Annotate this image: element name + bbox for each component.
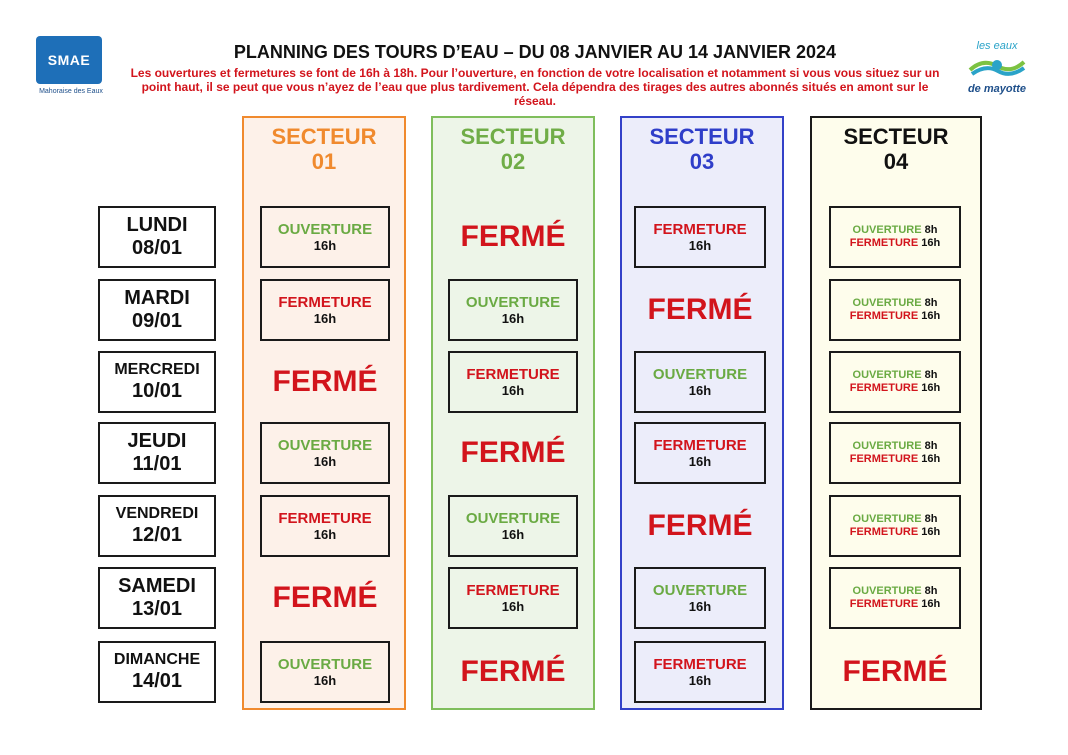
closing-time: 16h <box>921 598 941 610</box>
day-date: 11/01 <box>132 453 182 475</box>
day-label <box>98 206 216 268</box>
day-label <box>98 641 216 703</box>
time-label: 16h <box>313 672 337 688</box>
status-closed: FERMÉ <box>460 655 566 688</box>
opening-label: OUVERTURE <box>852 585 922 597</box>
time-label: 16h <box>313 237 337 253</box>
status-opening <box>260 641 390 703</box>
opening-label: OUVERTURE <box>852 224 922 236</box>
closing-label: FERMETURE <box>466 365 560 383</box>
logo-top-text: les eaux <box>976 40 1018 52</box>
smae-logo-subtitle: Mahoraise des Eaux <box>39 88 103 95</box>
day-date: 09/01 <box>131 310 183 332</box>
day-name: DIMANCHE <box>113 651 201 668</box>
day-label <box>98 495 216 557</box>
smae-logo-mark: SMAE <box>36 36 102 84</box>
closing-time: 16h <box>921 310 941 322</box>
status-open-close <box>829 567 961 629</box>
status-open-close <box>829 422 961 484</box>
opening-time-row <box>853 440 938 453</box>
status-closed: FERMÉ <box>460 220 566 253</box>
time-label: 16h <box>313 526 337 542</box>
closing-time-row <box>850 382 940 395</box>
status-opening <box>448 495 578 557</box>
time-label: 16h <box>313 453 337 469</box>
page-title: PLANNING DES TOURS D’EAU – DU 08 JANVIER AU 14 JANVIER 2024 <box>233 42 837 62</box>
status-opening <box>634 351 766 413</box>
time-label: 16h <box>688 382 712 398</box>
status-closing <box>634 422 766 484</box>
time-label: 16h <box>688 453 712 469</box>
closing-time: 16h <box>921 453 941 465</box>
opening-time-row <box>853 369 938 382</box>
status-closed: FERMÉ <box>272 581 378 614</box>
opening-time-row <box>853 297 938 310</box>
opening-time: 8h <box>924 297 938 309</box>
closing-label: FERMETURE <box>278 509 372 527</box>
closing-time: 16h <box>921 526 941 538</box>
opening-time: 8h <box>924 513 938 525</box>
status-closing <box>448 351 578 413</box>
opening-label: OUVERTURE <box>652 365 748 383</box>
opening-label: OUVERTURE <box>277 220 373 238</box>
time-label: 16h <box>501 598 525 614</box>
opening-time-row <box>853 224 938 237</box>
smae-logo <box>36 36 106 108</box>
time-label: 16h <box>501 310 525 326</box>
closing-time-row <box>850 598 940 611</box>
status-closed: FERMÉ <box>647 509 753 542</box>
logo-bottom-text: de mayotte <box>967 83 1027 95</box>
status-closing <box>260 495 390 557</box>
closing-label: FERMETURE <box>466 581 560 599</box>
closing-time-row <box>850 310 940 323</box>
day-date: 14/01 <box>131 670 183 692</box>
closing-label: FERMETURE <box>653 655 747 673</box>
opening-label: OUVERTURE <box>277 436 373 454</box>
opening-time: 8h <box>924 369 938 381</box>
opening-time-row <box>853 513 938 526</box>
closing-time: 16h <box>921 382 941 394</box>
closing-time: 16h <box>921 237 941 249</box>
day-name: MARDI <box>124 287 190 309</box>
opening-time: 8h <box>924 585 938 597</box>
opening-label: OUVERTURE <box>465 509 561 527</box>
closing-label: FERMETURE <box>849 382 919 394</box>
closing-label: FERMETURE <box>849 310 919 322</box>
opening-label: OUVERTURE <box>852 440 922 452</box>
opening-label: OUVERTURE <box>852 297 922 309</box>
status-open-close <box>829 279 961 341</box>
status-closed: FERMÉ <box>272 365 378 398</box>
closing-label: FERMETURE <box>653 220 747 238</box>
day-name: MERCREDI <box>114 361 200 378</box>
status-opening <box>260 206 390 268</box>
day-date: 10/01 <box>131 380 183 402</box>
day-label <box>98 422 216 484</box>
opening-label: OUVERTURE <box>852 513 922 525</box>
closing-time-row <box>850 526 940 539</box>
opening-label: OUVERTURE <box>465 293 561 311</box>
status-opening <box>448 279 578 341</box>
opening-time-row <box>853 585 938 598</box>
closing-time-row <box>850 453 940 466</box>
sector-header: SECTEUR 01 <box>271 124 377 174</box>
status-opening <box>634 567 766 629</box>
day-date: 12/01 <box>131 524 183 546</box>
status-closed: FERMÉ <box>842 655 948 688</box>
status-closed: FERMÉ <box>460 436 566 469</box>
day-name: SAMEDI <box>118 575 196 597</box>
time-label: 16h <box>501 382 525 398</box>
status-open-close <box>829 206 961 268</box>
closing-label: FERMETURE <box>849 526 919 538</box>
time-label: 16h <box>688 237 712 253</box>
opening-time: 8h <box>924 224 938 236</box>
closing-label: FERMETURE <box>278 293 372 311</box>
opening-label: OUVERTURE <box>652 581 748 599</box>
sector-header: SECTEUR 03 <box>649 124 755 174</box>
day-label <box>98 279 216 341</box>
day-name: VENDREDI <box>115 505 199 522</box>
closing-time-row <box>850 237 940 250</box>
status-open-close <box>829 351 961 413</box>
day-label <box>98 567 216 629</box>
notice-text: Les ouvertures et fermetures se font de 16h à 18h. Pour l’ouverture, en fonction de votre localisation et notamment si vous vous situez sur un point haut, il se peut que vous n’ayez de l’eau que plus tardivement. Cela dépendra des tirages des autres abonnés situés en amont sur le réseau. <box>130 66 940 108</box>
opening-label: OUVERTURE <box>277 655 373 673</box>
status-closing <box>448 567 578 629</box>
sector-header: SECTEUR 02 <box>460 124 566 174</box>
status-opening <box>260 422 390 484</box>
time-label: 16h <box>313 310 337 326</box>
status-open-close <box>829 495 961 557</box>
closing-label: FERMETURE <box>849 453 919 465</box>
status-closing <box>634 641 766 703</box>
water-wave-icon <box>968 54 1026 78</box>
opening-time: 8h <box>924 440 938 452</box>
time-label: 16h <box>501 526 525 542</box>
status-closed: FERMÉ <box>647 293 753 326</box>
time-label: 16h <box>688 672 712 688</box>
sector-header: SECTEUR 04 <box>843 124 949 174</box>
day-name: JEUDI <box>127 430 187 452</box>
eaux-de-mayotte-logo <box>962 40 1032 104</box>
day-name: LUNDI <box>126 214 188 236</box>
closing-label: FERMETURE <box>653 436 747 454</box>
time-label: 16h <box>688 598 712 614</box>
opening-label: OUVERTURE <box>852 369 922 381</box>
closing-label: FERMETURE <box>849 598 919 610</box>
status-closing <box>634 206 766 268</box>
day-date: 08/01 <box>131 237 183 259</box>
day-date: 13/01 <box>131 598 183 620</box>
closing-label: FERMETURE <box>849 237 919 249</box>
status-closing <box>260 279 390 341</box>
day-label <box>98 351 216 413</box>
